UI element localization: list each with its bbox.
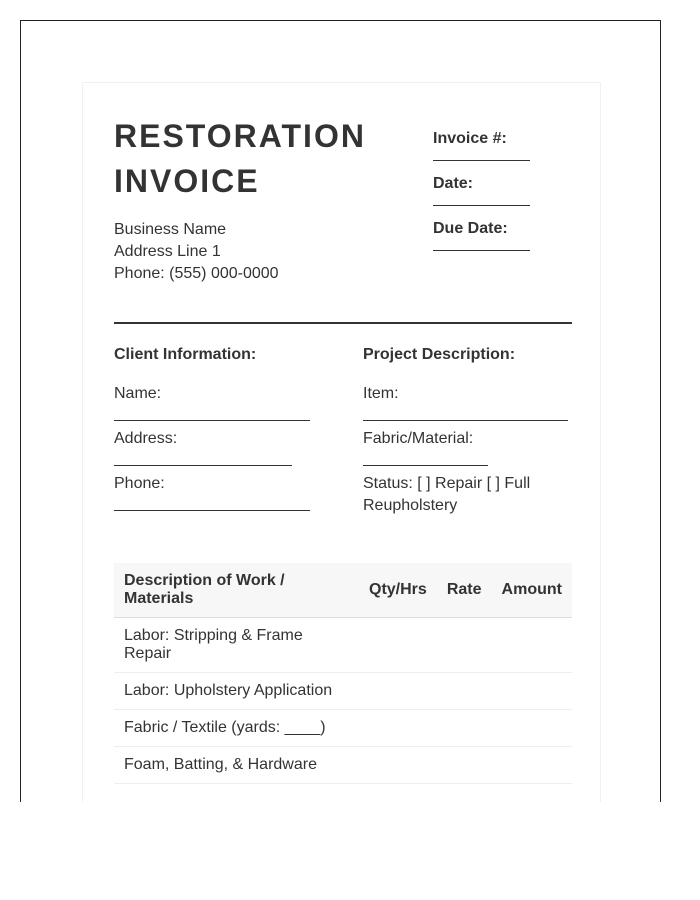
- date-label: Date:: [433, 175, 474, 192]
- row-qty[interactable]: [359, 747, 437, 784]
- business-address: Address Line 1: [114, 243, 221, 260]
- row-description: Foam, Batting, & Hardware: [114, 747, 359, 784]
- table-row: [114, 618, 572, 673]
- description-header: Description of Work / Materials: [114, 563, 359, 618]
- table-header-row: [114, 563, 572, 618]
- title-line-2: INVOICE: [114, 163, 260, 199]
- row-rate[interactable]: [437, 673, 492, 710]
- table-row: [114, 673, 572, 710]
- row-description: Fabric / Textile (yards: ____): [114, 710, 359, 747]
- project-item-field: [363, 383, 583, 428]
- client-information: [114, 345, 344, 518]
- table-row: [114, 710, 572, 747]
- project-fabric-blank[interactable]: [363, 465, 488, 466]
- date-field: [433, 174, 563, 219]
- client-phone-blank[interactable]: [114, 510, 310, 511]
- document-frame: [20, 20, 661, 802]
- invoice-number-blank[interactable]: [433, 160, 530, 161]
- project-fabric-field: [363, 428, 583, 473]
- client-name-blank[interactable]: [114, 420, 310, 421]
- row-rate[interactable]: [437, 747, 492, 784]
- invoice-number-field: [433, 129, 563, 174]
- business-info: [114, 219, 279, 285]
- invoice-meta: [433, 129, 563, 264]
- project-status: Status: [ ] Repair [ ] Full Reupholstery: [363, 475, 531, 514]
- business-phone: Phone: (555) 000-0000: [114, 265, 279, 282]
- client-address-label: Address:: [114, 430, 178, 447]
- header-divider: [114, 322, 572, 324]
- row-qty[interactable]: [359, 618, 437, 673]
- row-qty[interactable]: [359, 673, 437, 710]
- row-amount[interactable]: [492, 673, 572, 710]
- project-fabric-label: Fabric/Material:: [363, 430, 474, 447]
- date-blank[interactable]: [433, 205, 530, 206]
- row-qty[interactable]: [359, 710, 437, 747]
- row-amount[interactable]: [492, 710, 572, 747]
- project-item-label: Item:: [363, 385, 399, 402]
- project-heading: Project Description:: [363, 346, 516, 363]
- client-address-field: [114, 428, 344, 473]
- due-date-blank[interactable]: [433, 250, 530, 251]
- row-description: Labor: Upholstery Application: [114, 673, 359, 710]
- row-description: Labor: Stripping & Frame Repair: [114, 618, 359, 673]
- invoice-title: [114, 114, 404, 204]
- client-name-field: [114, 383, 344, 428]
- row-rate[interactable]: [437, 618, 492, 673]
- table-row: [114, 747, 572, 784]
- amount-header: Amount: [492, 563, 572, 618]
- qty-header: Qty/Hrs: [359, 563, 437, 618]
- due-date-field: [433, 219, 563, 264]
- rate-header: Rate: [437, 563, 492, 618]
- project-description: [363, 345, 583, 517]
- invoice-sheet: [82, 82, 601, 802]
- client-phone-field: [114, 473, 344, 518]
- project-item-blank[interactable]: [363, 420, 568, 421]
- title-line-1: RESTORATION: [114, 118, 366, 154]
- business-name: Business Name: [114, 221, 227, 238]
- client-heading: Client Information:: [114, 346, 257, 363]
- work-items-table: [114, 563, 572, 784]
- row-amount[interactable]: [492, 618, 572, 673]
- invoice-number-label: Invoice #:: [433, 130, 507, 147]
- row-rate[interactable]: [437, 710, 492, 747]
- due-date-label: Due Date:: [433, 220, 508, 237]
- client-address-blank[interactable]: [114, 465, 292, 466]
- row-amount[interactable]: [492, 747, 572, 784]
- client-name-label: Name:: [114, 385, 162, 402]
- client-phone-label: Phone:: [114, 475, 165, 492]
